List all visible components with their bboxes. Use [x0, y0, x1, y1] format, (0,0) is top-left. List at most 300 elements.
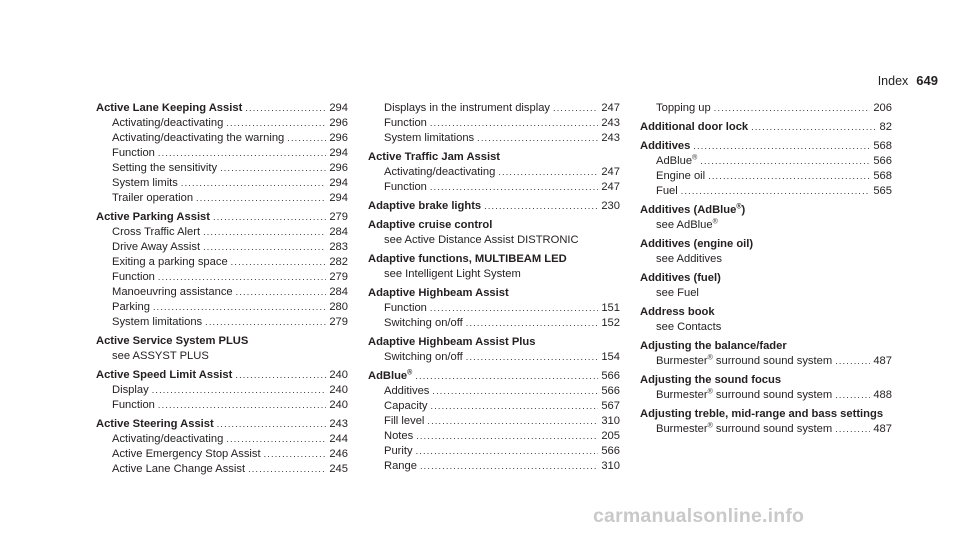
page-ref: 296: [329, 162, 348, 174]
page-ref: 566: [873, 155, 892, 167]
entry-text: see AdBlue: [656, 219, 713, 231]
index-subentry: [96, 447, 348, 462]
page-ref: 206: [873, 102, 892, 114]
subentry-text: [656, 101, 711, 116]
entry-text: Drive Away Assist: [112, 241, 201, 253]
entry-text: Switching on/off: [384, 317, 463, 329]
entry-text-suffix: surround sound system: [712, 423, 833, 435]
entry-text-suffix: surround sound system: [712, 389, 833, 401]
subentry-text: [112, 447, 261, 462]
page-ref: 294: [329, 177, 348, 189]
index-entry-heading: [368, 218, 620, 233]
entry-text: Additives (fuel): [640, 272, 721, 284]
entry-text: Adjusting treble, mid-range and bass settings: [640, 408, 884, 420]
entry-text: Activating/deactivating: [112, 117, 224, 129]
index-entry: [368, 218, 620, 248]
entry-text: Active Emergency Stop Assist: [112, 448, 261, 460]
entry-text: Notes: [384, 430, 414, 442]
index-subentry: [368, 267, 620, 282]
subentry-text: [384, 414, 424, 429]
index-entry-heading: [640, 407, 892, 422]
entry-text: Range: [384, 460, 417, 472]
leader-dots: [152, 383, 327, 398]
page-ref: 279: [329, 316, 348, 328]
leader-dots: [553, 101, 598, 116]
page-ref: 567: [601, 400, 620, 412]
index-subentry: [640, 154, 892, 169]
index-subentry: [368, 165, 620, 180]
section-label: Index: [877, 74, 909, 88]
index-subentry: [368, 384, 620, 399]
page-number: 649: [916, 73, 938, 88]
index-entry: [96, 101, 348, 206]
page-ref: 243: [601, 117, 620, 129]
index-subentry: [96, 255, 348, 270]
subentry-text: [112, 240, 200, 255]
entry-text: Function: [384, 181, 427, 193]
subentry-text: [384, 384, 429, 399]
entry-text: Trailer operation: [112, 192, 194, 204]
leader-dots: [430, 116, 598, 131]
page-ref: 294: [329, 147, 348, 159]
leader-dots: [835, 354, 870, 369]
registered-mark: ®: [407, 369, 413, 377]
leader-dots: [287, 131, 326, 146]
index-entry: [640, 305, 892, 335]
subentry-text: [656, 354, 832, 369]
entry-text: Active Parking Assist: [96, 211, 210, 223]
page-ref: 568: [873, 140, 892, 152]
page-ref: 243: [329, 418, 348, 430]
entry-text: AdBlue: [656, 155, 693, 167]
entry-title: [96, 368, 232, 383]
entry-text: Burmester: [656, 389, 708, 401]
index-subentry: [640, 286, 892, 301]
index-subentry: [368, 444, 620, 459]
entry-text: Adaptive Highbeam Assist: [368, 287, 509, 299]
leader-dots: [700, 154, 870, 169]
subentry-text: [656, 154, 697, 169]
leader-dots: [693, 139, 870, 154]
entry-text: System limits: [112, 177, 178, 189]
leader-dots: [751, 120, 876, 135]
leader-dots: [220, 161, 326, 176]
index-subentry: [96, 462, 348, 477]
leader-dots: [235, 368, 326, 383]
page-ref: 245: [329, 463, 348, 475]
subentry-text: [384, 180, 427, 195]
leader-dots: [203, 240, 326, 255]
leader-dots: [835, 388, 870, 403]
subentry-text: [384, 399, 428, 414]
page-ref: 284: [329, 286, 348, 298]
page-ref: 566: [601, 385, 620, 397]
subentry-text: [112, 315, 202, 330]
subentry-text: [112, 270, 155, 285]
index-entry-heading: [368, 369, 620, 384]
entry-text: Topping up: [656, 102, 711, 114]
index-subentry: [368, 399, 620, 414]
entry-title: [640, 407, 883, 422]
registered-mark: ®: [736, 203, 742, 211]
index-subentry: [368, 116, 620, 131]
entry-text: Adjusting the sound focus: [640, 374, 782, 386]
subentry-text: [384, 267, 521, 282]
index-entry-heading: [96, 334, 348, 349]
index-entry: [640, 237, 892, 267]
index-entry: [640, 373, 892, 403]
index-entry: [640, 271, 892, 301]
index-subentry: [368, 233, 620, 248]
entry-text: Cross Traffic Alert: [112, 226, 201, 238]
subentry-text: [384, 233, 579, 248]
entry-text: Adaptive brake lights: [368, 200, 482, 212]
entry-text: see Intelligent Light System: [384, 268, 521, 280]
subentry-text: [656, 422, 832, 437]
entry-title: [640, 271, 721, 286]
index-subentry: [368, 414, 620, 429]
index-entry: [368, 335, 620, 365]
index-subentry: [96, 315, 348, 330]
subentry-text: [112, 300, 150, 315]
entry-text: see Active Distance Assist DISTRONIC: [384, 234, 579, 246]
leader-dots: [416, 429, 598, 444]
entry-text: Exiting a parking space: [112, 256, 228, 268]
entry-text: Additives: [640, 140, 691, 152]
subentry-text: [656, 169, 705, 184]
subentry-text: [112, 225, 200, 240]
subentry-text: [384, 350, 463, 365]
subentry-text: [656, 184, 678, 199]
entry-text: Displays in the instrument display: [384, 102, 551, 114]
entry-text: System limitations: [112, 316, 203, 328]
entry-text-suffix: surround sound system: [712, 355, 833, 367]
registered-mark: ®: [707, 422, 713, 430]
index-subentry: [368, 301, 620, 316]
index-subentry: [640, 218, 892, 233]
entry-text: Address book: [640, 306, 715, 318]
index-entry: [640, 101, 892, 116]
index-subentry: [96, 398, 348, 413]
entry-text: AdBlue: [368, 370, 408, 382]
leader-dots: [477, 131, 598, 146]
leader-dots: [714, 101, 871, 116]
entry-text: Burmester: [656, 423, 708, 435]
leader-dots: [484, 199, 598, 214]
entry-text: Activating/deactivating: [112, 433, 224, 445]
index-subentry: [640, 184, 892, 199]
registered-mark: ®: [707, 354, 713, 362]
subentry-text: [112, 255, 228, 270]
page-ref: 205: [601, 430, 620, 442]
index-subentry: [96, 270, 348, 285]
index-entry: [368, 286, 620, 331]
subentry-text: [112, 285, 233, 300]
page-ref: 566: [601, 370, 620, 382]
entry-text: Purity: [384, 445, 413, 457]
subentry-text: [656, 320, 721, 335]
index-subentry: [640, 354, 892, 369]
leader-dots: [681, 184, 871, 199]
index-entry: [640, 139, 892, 199]
entry-text: Additives (AdBlue: [640, 204, 737, 216]
page-ref: 296: [329, 117, 348, 129]
index-entry: [96, 368, 348, 413]
subentry-text: [656, 286, 699, 301]
entry-text: Additional door lock: [640, 121, 749, 133]
leader-dots: [158, 398, 326, 413]
page-ref: 296: [329, 132, 348, 144]
entry-title: [640, 203, 745, 218]
entry-title: [368, 150, 500, 165]
index-entry-heading: [96, 101, 348, 116]
subentry-text: [384, 429, 413, 444]
index-subentry: [96, 383, 348, 398]
leader-dots: [420, 459, 598, 474]
index-subentry: [640, 252, 892, 267]
index-subentry: [368, 316, 620, 331]
leader-dots: [231, 255, 327, 270]
index-entry-heading: [640, 139, 892, 154]
page-ref: 488: [873, 389, 892, 401]
subentry-text: [112, 176, 178, 191]
index-subentry: [96, 116, 348, 131]
entry-title: [368, 252, 567, 267]
index-entry-heading: [640, 373, 892, 388]
entry-text: Setting the sensitivity: [112, 162, 218, 174]
page-ref: 152: [601, 317, 620, 329]
index-entry-heading: [640, 203, 892, 218]
registered-mark: ®: [712, 218, 718, 226]
index-entry-heading: [368, 286, 620, 301]
leader-dots: [416, 444, 599, 459]
entry-title: [640, 339, 787, 354]
index-subentry: [640, 101, 892, 116]
index-subentry: [640, 388, 892, 403]
entry-title: [640, 120, 748, 135]
leader-dots: [226, 116, 326, 131]
page-ref: 82: [879, 121, 892, 133]
page-ref: 568: [873, 170, 892, 182]
entry-text: Activating/deactivating: [384, 166, 496, 178]
index-subentry: [96, 300, 348, 315]
entry-title: [96, 334, 248, 349]
subentry-text: [112, 161, 217, 176]
subentry-text: [112, 398, 155, 413]
entry-text: Fuel: [656, 185, 678, 197]
index-subentry: [368, 101, 620, 116]
index-subentry: [96, 191, 348, 206]
subentry-text: [384, 301, 427, 316]
leader-dots: [236, 285, 327, 300]
entry-text: Burmester: [656, 355, 708, 367]
entry-title: [368, 335, 535, 350]
entry-text: Adaptive cruise control: [368, 219, 493, 231]
leader-dots: [708, 169, 870, 184]
entry-text: Function: [112, 399, 155, 411]
entry-title: [368, 218, 492, 233]
index-subentry: [96, 225, 348, 240]
index-entry: [640, 407, 892, 437]
subentry-text: [384, 101, 550, 116]
entry-text: Additives: [384, 385, 430, 397]
index-entry-heading: [640, 271, 892, 286]
entry-text: Engine oil: [656, 170, 706, 182]
entry-text: Additives (engine oil): [640, 238, 754, 250]
leader-dots: [431, 399, 599, 414]
subentry-text: [384, 459, 417, 474]
page-ref: 565: [873, 185, 892, 197]
leader-dots: [205, 315, 326, 330]
subentry-text: [112, 116, 223, 131]
index-entry-heading: [96, 417, 348, 432]
page-ref: 240: [329, 384, 348, 396]
entry-text: see Additives: [656, 253, 722, 265]
subentry-text: [112, 191, 193, 206]
leader-dots: [203, 225, 326, 240]
page-ref: 282: [329, 256, 348, 268]
subentry-text: [112, 432, 223, 447]
page-ref: 283: [329, 241, 348, 253]
index-subentry: [640, 422, 892, 437]
index-column-3: [640, 101, 892, 441]
entry-text: Active Lane Change Assist: [112, 463, 246, 475]
index-entry: [640, 339, 892, 369]
index-entry: [640, 120, 892, 135]
entry-title: [368, 199, 481, 214]
leader-dots: [153, 300, 326, 315]
subentry-text: [656, 218, 718, 233]
entry-title: [368, 286, 509, 301]
entry-text: Activating/deactivating the warning: [112, 132, 285, 144]
index-subentry: [96, 161, 348, 176]
page-header: [878, 73, 938, 88]
page-ref: 284: [329, 226, 348, 238]
page-ref: 487: [873, 423, 892, 435]
index-entry: [96, 210, 348, 330]
leader-dots: [245, 101, 326, 116]
page-ref: 247: [601, 181, 620, 193]
subentry-text: [656, 252, 722, 267]
entry-text: Active Steering Assist: [96, 418, 214, 430]
index-entry: [368, 252, 620, 282]
index-subentry: [640, 320, 892, 335]
page-ref: 240: [329, 399, 348, 411]
page-ref: 310: [601, 460, 620, 472]
entry-text: Parking: [112, 301, 150, 313]
index-entry: [368, 199, 620, 214]
index-subentry: [96, 240, 348, 255]
leader-dots: [248, 462, 326, 477]
index-subentry: [96, 176, 348, 191]
page-ref: 244: [329, 433, 348, 445]
leader-dots: [427, 414, 598, 429]
index-entry-heading: [368, 150, 620, 165]
leader-dots: [466, 316, 599, 331]
index-entry-heading: [368, 252, 620, 267]
index-entry-heading: [640, 120, 892, 135]
leader-dots: [835, 422, 870, 437]
entry-text: Fill level: [384, 415, 425, 427]
entry-text-suffix: ): [741, 204, 746, 216]
leader-dots: [430, 180, 598, 195]
index-subentry: [96, 131, 348, 146]
entry-title: [640, 305, 715, 320]
subentry-text: [112, 383, 149, 398]
subentry-text: [656, 388, 832, 403]
leader-dots: [196, 191, 326, 206]
leader-dots: [181, 176, 326, 191]
leader-dots: [158, 270, 326, 285]
leader-dots: [217, 417, 327, 432]
leader-dots: [498, 165, 598, 180]
entry-text: Function: [112, 147, 155, 159]
index-entry-heading: [368, 335, 620, 350]
index-subentry: [368, 429, 620, 444]
index-entry: [96, 334, 348, 364]
page-ref: 240: [329, 369, 348, 381]
entry-text: Manoeuvring assistance: [112, 286, 233, 298]
entry-text: Switching on/off: [384, 351, 463, 363]
index-entry: [368, 101, 620, 146]
page-ref: 280: [329, 301, 348, 313]
index-entry-heading: [368, 199, 620, 214]
index-subentry: [96, 285, 348, 300]
leader-dots: [158, 146, 326, 161]
subentry-text: [384, 116, 427, 131]
leader-dots: [466, 350, 599, 365]
leader-dots: [213, 210, 326, 225]
page-ref: 243: [601, 132, 620, 144]
registered-mark: ®: [692, 154, 698, 162]
index-subentry: [640, 169, 892, 184]
page-ref: 279: [329, 271, 348, 283]
leader-dots: [415, 369, 598, 384]
index-entry-heading: [96, 368, 348, 383]
entry-title: [640, 373, 781, 388]
index-entry: [368, 150, 620, 195]
entry-text: Active Speed Limit Assist: [96, 369, 233, 381]
leader-dots: [264, 447, 327, 462]
entry-title: [640, 237, 753, 252]
page-ref: 230: [601, 200, 620, 212]
registered-mark: ®: [707, 388, 713, 396]
entry-text: Function: [384, 117, 427, 129]
entry-text: Active Service System PLUS: [96, 335, 249, 347]
page-ref: 154: [601, 351, 620, 363]
index-subentry: [368, 131, 620, 146]
entry-title: [96, 101, 242, 116]
entry-text: see Fuel: [656, 287, 699, 299]
entry-text: see ASSYST PLUS: [112, 350, 209, 362]
index-subentry: [368, 459, 620, 474]
entry-text: Active Traffic Jam Assist: [368, 151, 501, 163]
leader-dots: [430, 301, 598, 316]
subentry-text: [384, 444, 413, 459]
subentry-text: [112, 131, 284, 146]
subentry-text: [384, 131, 474, 146]
subentry-text: [112, 462, 245, 477]
subentry-text: [384, 316, 463, 331]
subentry-text: [112, 349, 209, 364]
subentry-text: [384, 165, 495, 180]
entry-title: [96, 417, 214, 432]
entry-text: Active Lane Keeping Assist: [96, 102, 243, 114]
page-ref: 487: [873, 355, 892, 367]
entry-text: Function: [384, 302, 427, 314]
entry-text: Function: [112, 271, 155, 283]
page-ref: 246: [329, 448, 348, 460]
